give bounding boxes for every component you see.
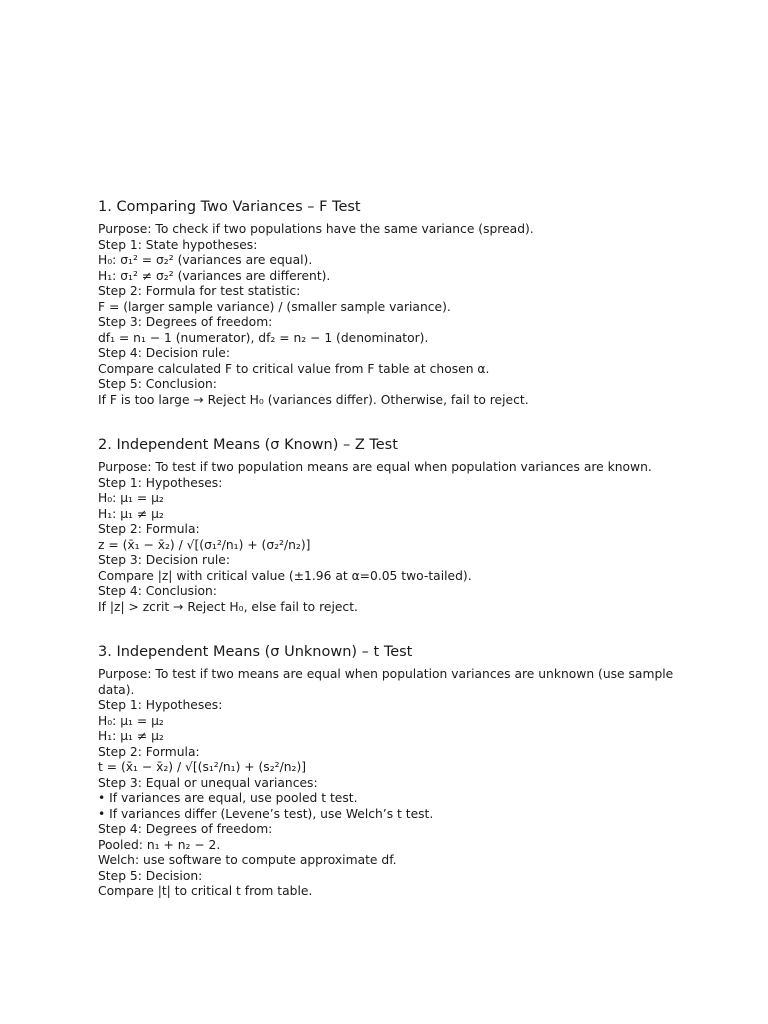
alt-hypothesis: H₁: μ₁ ≠ μ₂ xyxy=(98,729,164,743)
section-heading: 1. Comparing Two Variances – F Test xyxy=(98,199,361,215)
null-hypothesis: H₀: σ₁² = σ₂² (variances are equal). xyxy=(98,253,313,267)
purpose-text: Purpose: To check if two populations have the same variance (spread). xyxy=(98,222,534,236)
step-label: Step 1: State hypotheses: xyxy=(98,237,258,252)
section-t-test xyxy=(98,642,678,900)
step-label: Step 2: Formula: xyxy=(98,522,200,536)
step-label: Step 4: Decision rule: xyxy=(98,346,231,360)
step-label: Step 3: Degrees of freedom: xyxy=(98,315,273,329)
step-label: Step 1: Hypotheses: xyxy=(98,698,223,712)
section-heading: 3. Independent Means (σ Unknown) – t Test xyxy=(98,644,413,660)
formula-text: F = (larger sample variance) / (smaller sample variance). xyxy=(98,299,451,314)
step-label: Step 1: Hypotheses: xyxy=(98,475,223,490)
step-label: Step 5: Conclusion: xyxy=(98,377,217,391)
decision-rule-text: Compare calculated F to critical value from F table at chosen α. xyxy=(98,361,490,376)
step-label: Step 5: Decision: xyxy=(98,868,203,883)
conclusion-text: If |z| > zcrit → Reject H₀, else fail to reject. xyxy=(98,599,358,614)
degrees-of-freedom-text: df₁ = n₁ − 1 (numerator), df₂ = n₂ − 1 (denominator). xyxy=(98,330,429,345)
decision-text: Compare |t| to critical t from table. xyxy=(98,884,313,898)
purpose-text: Purpose: To test if two means are equal when population variances are unknown (use sample data). xyxy=(98,667,674,697)
decision-rule-text: Compare |z| with critical value (±1.96 at α=0.05 two-tailed). xyxy=(98,568,472,583)
alt-hypothesis: H₁: μ₁ ≠ μ₂ xyxy=(98,506,164,521)
step-label: Step 4: Degrees of freedom: xyxy=(98,822,273,836)
step-label: Step 3: Decision rule: xyxy=(98,553,231,567)
formula-text: z = (x̄₁ − x̄₂) / √[(σ₁²/n₁) + (σ₂²/n₂)] xyxy=(98,537,311,552)
bullet-item: • If variances differ (Levene’s test), use Welch’s t test. xyxy=(98,806,434,821)
section-f-test xyxy=(98,197,678,408)
degrees-of-freedom-text: Pooled: n₁ + n₂ − 2. xyxy=(98,837,221,852)
formula-text: t = (x̄₁ − x̄₂) / √[(s₁²/n₁) + (s₂²/n₂)] xyxy=(98,760,307,774)
section-z-test xyxy=(98,435,678,615)
step-label: Step 2: Formula: xyxy=(98,744,200,759)
null-hypothesis: H₀: μ₁ = μ₂ xyxy=(98,713,164,728)
alt-hypothesis: H₁: σ₁² ≠ σ₂² (variances are different). xyxy=(98,268,331,283)
degrees-of-freedom-text: Welch: use software to compute approximate df. xyxy=(98,853,397,867)
null-hypothesis: H₀: μ₁ = μ₂ xyxy=(98,491,164,505)
step-label: Step 2: Formula for test statistic: xyxy=(98,284,301,298)
conclusion-text: If F is too large → Reject H₀ (variances differ). Otherwise, fail to reject. xyxy=(98,392,529,407)
step-label: Step 3: Equal or unequal variances: xyxy=(98,775,318,790)
step-label: Step 4: Conclusion: xyxy=(98,584,217,598)
bullet-item: • If variances are equal, use pooled t test. xyxy=(98,791,358,805)
purpose-text: Purpose: To test if two population means are equal when population variances are known. xyxy=(98,460,652,474)
section-heading: 2. Independent Means (σ Known) – Z Test xyxy=(98,437,398,453)
document-page xyxy=(98,197,678,900)
